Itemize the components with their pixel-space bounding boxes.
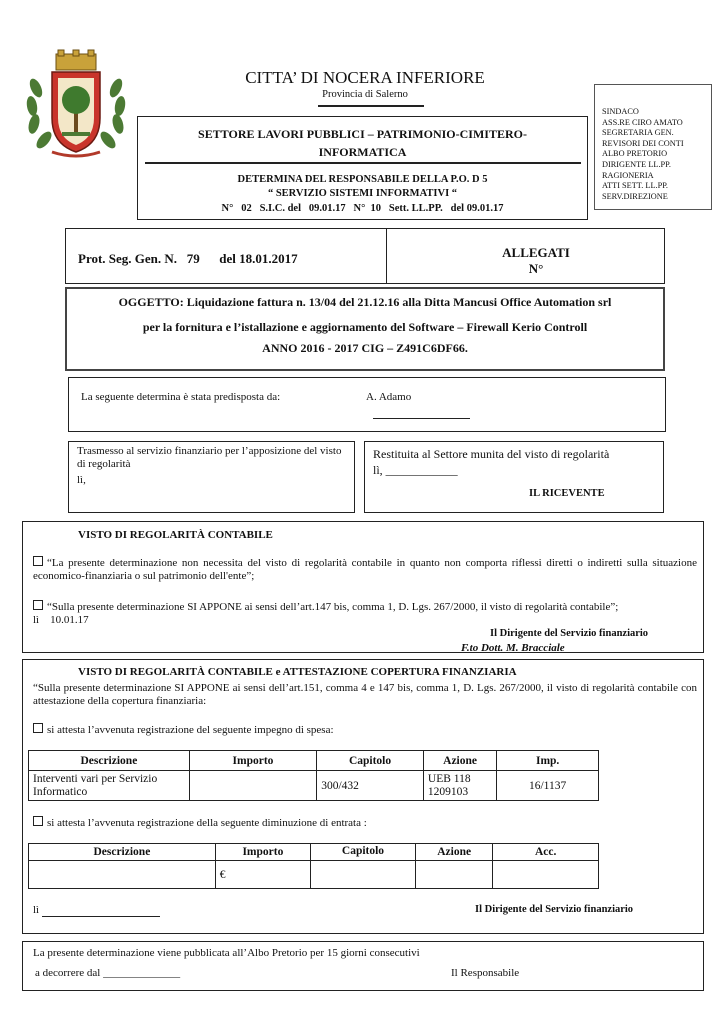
visto2-signer: Il Dirigente del Servizio finanziario	[475, 904, 634, 915]
prepared-box	[68, 377, 666, 432]
table-cell: €	[215, 861, 310, 889]
distribution-item: ALBO PRETORIO	[602, 149, 668, 159]
sector-box	[137, 116, 588, 220]
sector-line1: SETTORE LAVORI PUBBLICI – PATRIMONIO-CIMITERO-	[198, 127, 527, 141]
distribution-item: ASS.RE CIRO AMATO	[602, 117, 683, 127]
table-cell: Interventi vari per Servizio Informatico	[29, 771, 190, 801]
footer-responsabile: Il Responsabile	[451, 967, 520, 979]
distribution-item: ATTI SETT. LL.PP.	[602, 181, 668, 191]
visto1-option2	[33, 600, 697, 614]
distribution-item: SERV.DIREZIONE	[602, 191, 668, 201]
table-header: Azione	[423, 751, 496, 771]
checkbox-icon[interactable]	[33, 816, 43, 826]
table-header: Importo	[189, 751, 316, 771]
sector-divider	[145, 162, 581, 164]
prepared-signature-line	[373, 418, 470, 419]
table-header: Descrizione	[29, 751, 190, 771]
entrata-table	[28, 843, 599, 889]
visto1-date: lì 10.01.17	[33, 614, 89, 626]
entrata-line	[33, 816, 367, 829]
restituita-box	[364, 441, 664, 513]
ricevente-label: IL RICEVENTE	[529, 488, 605, 499]
table-header: Capitolo	[317, 751, 424, 771]
trasmesso-text: Trasmesso al servizio finanziario per l’apposizione del visto di regolarità	[77, 445, 342, 470]
distribution-list	[594, 84, 712, 210]
table-cell	[29, 861, 216, 889]
table-cell: UEB 118 1209103	[423, 771, 496, 801]
checkbox-icon[interactable]	[33, 556, 43, 566]
oggetto-line3: ANNO 2016 - 2017 CIG – Z491C6DF66.	[262, 341, 468, 355]
table-cell	[415, 861, 492, 889]
distribution-item: REVISORI DEI CONTI	[602, 138, 684, 148]
table-header: Importo	[215, 844, 310, 861]
table-header: Imp.	[497, 751, 599, 771]
footer-line1: La presente determinazione viene pubblicata all’Albo Pretorio per 15 giorni consecutivi	[33, 947, 420, 959]
distribution-item: SINDACO	[602, 107, 639, 116]
impegno-table	[28, 750, 599, 801]
table-header: Descrizione	[29, 844, 216, 861]
protocol-box	[65, 228, 665, 284]
table-header: Capitolo	[310, 844, 415, 861]
table-header: Azione	[415, 844, 492, 861]
impegno-line	[33, 723, 334, 736]
table-cell	[310, 861, 415, 889]
sector-line2: INFORMATICA	[318, 145, 407, 159]
allegati-number: N°	[528, 261, 544, 276]
table-cell: 300/432	[317, 771, 424, 801]
distribution-item: DIRIGENTE LL.PP.	[602, 159, 671, 169]
restituita-text: Restituita al Settore munita del visto di regolarità	[373, 447, 610, 461]
table-cell	[493, 861, 599, 889]
footer-line2: a decorrere dal ______________	[35, 967, 181, 979]
table-header: Acc.	[493, 844, 599, 861]
distribution-item: RAGIONERIA	[602, 170, 654, 180]
coat-of-arms-logo	[22, 48, 130, 163]
visto1-title: VISTO DI REGOLARITÀ CONTABILE	[78, 529, 273, 541]
visto2-title: VISTO DI REGOLARITÀ CONTABILE e ATTESTAZIONE COPERTURA FINANZIARIA	[78, 666, 517, 678]
table-cell: 16/1137	[497, 771, 599, 801]
visto2-date: lì	[33, 904, 160, 917]
prepared-name: A. Adamo	[366, 391, 412, 403]
entrata-text: si attesta l’avvenuta registrazione della seguente diminuzione di entrata :	[47, 817, 367, 829]
albo-pretorio-box	[22, 941, 704, 991]
visto2-text: “Sulla presente determinazione SI APPONE ai sensi dell’art.151, comma 4 e 147 bis, comma 1, D. Lgs. 267/2000, il visto di regolarità contabile con attestazione della copertura finanziaria:	[33, 682, 697, 707]
determina-line1: DETERMINA DEL RESPONSABILE DELLA P.O. D 5	[237, 174, 488, 185]
city-title: CITTA’ DI NOCERA INFERIORE	[245, 68, 485, 87]
trasmesso-date: lì,	[77, 474, 86, 486]
oggetto-line1: OGGETTO: Liquidazione fattura n. 13/04 del 21.12.16 alla Ditta Mancusi Office Automation srl	[118, 295, 612, 309]
visto1-option2-text: “Sulla presente determinazione SI APPONE ai sensi dell’art.147 bis, comma 1, D. Lgs. 267/2000, il visto di regolarità contabile”;	[47, 601, 619, 613]
visto1-signature: F.to Dott. M. Bracciale	[461, 642, 565, 653]
impegno-text: si attesta l’avvenuta registrazione del seguente impegno di spesa:	[47, 724, 334, 736]
determina-line2: “ SERVIZIO SISTEMI INFORMATIVI “	[267, 188, 458, 199]
distribution-item: SEGRETARIA GEN.	[602, 128, 674, 138]
determina-line3: N° 02 S.I.C. del 09.01.17 N° 10 Sett. LL.PP. del 09.01.17	[221, 203, 504, 214]
title-underline	[318, 105, 424, 107]
table-cell	[189, 771, 316, 801]
prepared-label: La seguente determina è stata predisposta da:	[81, 391, 281, 403]
visto1-signer: Il Dirigente del Servizio finanziario	[490, 628, 649, 639]
visto-contabile-box	[22, 521, 704, 653]
oggetto-line2: per la fornitura e l’istallazione e aggiornamento del Software – Firewall Kerio Controll	[142, 320, 588, 334]
checkbox-icon[interactable]	[33, 600, 43, 610]
trasmesso-box	[68, 441, 355, 513]
restituita-date: lì, ____________	[373, 463, 458, 477]
checkbox-icon[interactable]	[33, 723, 43, 733]
visto1-option1	[33, 556, 697, 583]
allegati-label: ALLEGATI	[502, 245, 570, 260]
oggetto-box	[65, 287, 665, 371]
visto1-option1-text: “La presente determinazione non necessita del visto di regolarità contabile in quanto non comporta riflessi diretti o indiretti sulla situazione economico-finanziaria o sul patrimonio dell'ente”;	[33, 557, 697, 582]
province-subtitle: Provincia di Salerno	[322, 89, 408, 100]
protocol-number: Prot. Seg. Gen. N. 79 del 18.01.2017	[78, 251, 298, 266]
